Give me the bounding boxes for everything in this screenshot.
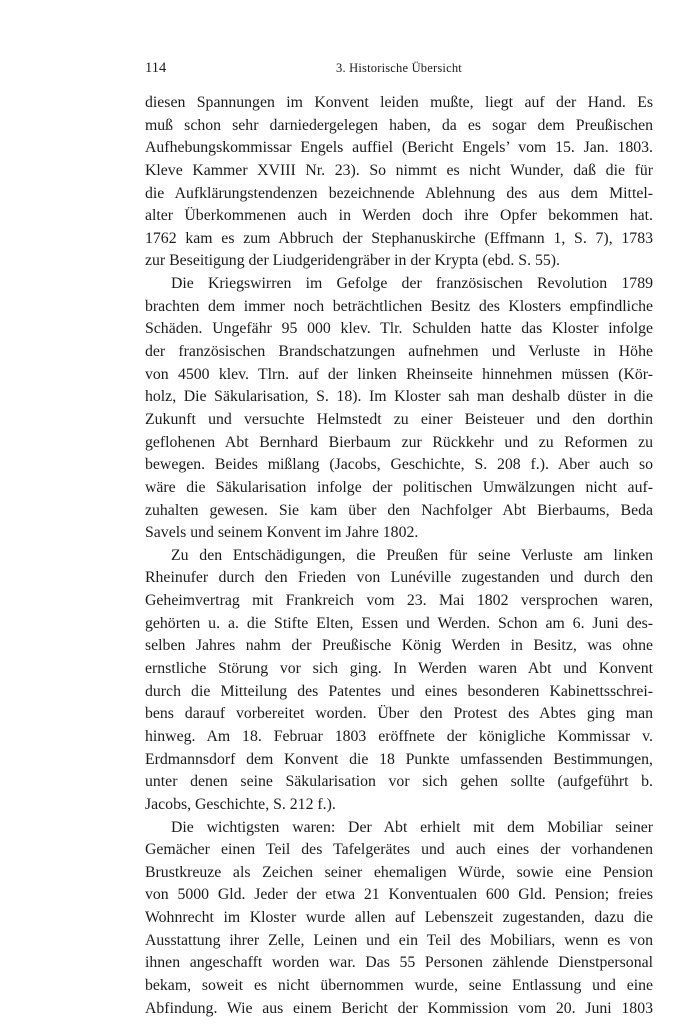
paragraph (145, 273, 653, 545)
text-line: Aufhebungskommissar Engels auffiel (Bericht Engels’ vom 15. Jan. 1803. (145, 139, 653, 157)
text-line: Wohnrecht im Kloster wurde allen auf Lebenszeit zugestanden, dazu die (145, 909, 653, 927)
text-line: Kleve Kammer XVIII Nr. 23). So nimmt es nicht Wunder, daß die für (145, 161, 653, 179)
text-line: Ausstattung ihrer Zelle, Leinen und ein Teil des Mobiliars, wenn es von (145, 931, 653, 949)
text-line: Die Kriegswirren im Gefolge der französischen Revolution 1789 (171, 275, 653, 293)
text-line: ihnen angeschafft worden war. Das 55 Personen zählende Dienstpersonal (145, 954, 653, 972)
text-line: die Aufklärungstendenzen bezeichnende Ablehnung des aus dem Mittel- (145, 184, 653, 202)
text-line: bekam, soweit es nicht übernommen wurde, seine Entlassung und eine (145, 976, 653, 994)
text-line: Gemächer einen Teil des Tafelgerätes und auch eines der vorhandenen (145, 841, 653, 859)
text-line: Brustkreuze als Zeichen seiner ehemaligen Würde, sowie eine Pension (145, 863, 653, 881)
text-line: von 5000 Gld. Jeder der etwa 21 Konventualen 600 Gld. Pension; freies (145, 886, 653, 904)
text-line: holz, Die Säkularisation, S. 18). Im Kloster sah man deshalb düster in die (145, 388, 653, 406)
text-line: ernstliche Störung vor sich ging. In Werden waren Abt und Konvent (145, 660, 653, 678)
text-line: hinweg. Am 18. Februar 1803 eröffnete der königliche Kommissar v. (145, 727, 653, 745)
text-line: brachten dem immer noch beträchtlichen Besitz des Klosters empfindliche (145, 297, 653, 315)
text-line: Schäden. Ungefähr 95 000 klev. Tlr. Schulden hatte das Kloster infolge (145, 320, 653, 338)
paragraph (145, 817, 653, 1021)
text-line: der französischen Brandschatzungen aufnehmen und Verluste in Höhe (145, 343, 653, 361)
text-line: gehörten u. a. die Stifte Elten, Essen und Werden. Schon am 6. Juni des- (145, 614, 653, 632)
chapter-title: 3. Historische Übersicht (336, 61, 462, 75)
text-line: Geheimvertrag mit Frankreich vom 23. Mai 1802 versprochen waren, (145, 592, 653, 610)
page-number: 114 (145, 60, 167, 76)
text-line: unter denen seine Säkularisation vor sich gehen sollte (aufgeführt b. (145, 773, 653, 791)
text-line: muß schon sehr darniedergelegen haben, da es sogar dem Preußischen (145, 116, 653, 134)
body-text (145, 92, 653, 1020)
text-line: Erdmannsdorf dem Konvent die 18 Punkte umfassenden Bestimmungen, (145, 750, 653, 768)
paragraph (145, 92, 653, 273)
text-line: diesen Spannungen im Konvent leiden mußte, liegt auf der Hand. Es (145, 94, 653, 111)
text-line: Savels und seinem Konvent im Jahre 1802. (145, 524, 419, 542)
text-line: von 4500 klev. Tlrn. auf der linken Rheinseite hinnehmen müssen (Kör- (145, 365, 653, 383)
text-line: bewegen. Beides mißlang (Jacobs, Geschichte, S. 208 f.). Aber auch so (145, 456, 653, 474)
text-line: wäre die Säkularisation infolge der politischen Umwälzungen nicht auf- (145, 478, 653, 496)
paragraph (145, 545, 653, 817)
text-line: durch die Mitteilung des Patentes und eines besonderen Kabinettsschrei- (145, 682, 653, 700)
text-line: Abfindung. Wie aus einem Bericht der Kommission vom 20. Juni 1803 (145, 999, 653, 1017)
text-line: Zukunft und versuchte Helmstedt zu einer Beisteuer und den dorthin (145, 410, 653, 428)
running-head (145, 60, 653, 84)
text-line: zur Beseitigung der Liudgeridengräber in der Krypta (ebd. S. 55). (145, 252, 560, 270)
text-line: zuhalten gewesen. Sie kam über den Nachfolger Abt Bierbaums, Beda (145, 501, 653, 519)
text-line: Rheinufer durch den Frieden von Lunéville zugestanden und durch den (145, 569, 653, 587)
text-line: bens darauf vorbereitet worden. Über den Protest des Abtes ging man (145, 705, 653, 723)
text-line: Zu den Entschädigungen, die Preußen für seine Verluste am linken (171, 546, 653, 564)
text-line: 1762 kam es zum Abbruch der Stephanuskirche (Effmann 1, S. 7), 1783 (145, 229, 653, 247)
text-line: geflohenen Abt Bernhard Bierbaum zur Rückkehr und zu Reformen zu (145, 433, 653, 451)
text-line: Jacobs, Geschichte, S. 212 f.). (145, 795, 336, 813)
text-line: selben Jahres nahm der Preußische König Werden in Besitz, was ohne (145, 637, 653, 655)
text-line: alter Überkommenen auch in Werden doch ihre Opfer bekommen hat. (145, 207, 653, 225)
book-page (145, 60, 653, 1020)
text-line: Die wichtigsten waren: Der Abt erhielt mit dem Mobiliar seiner (171, 818, 653, 836)
